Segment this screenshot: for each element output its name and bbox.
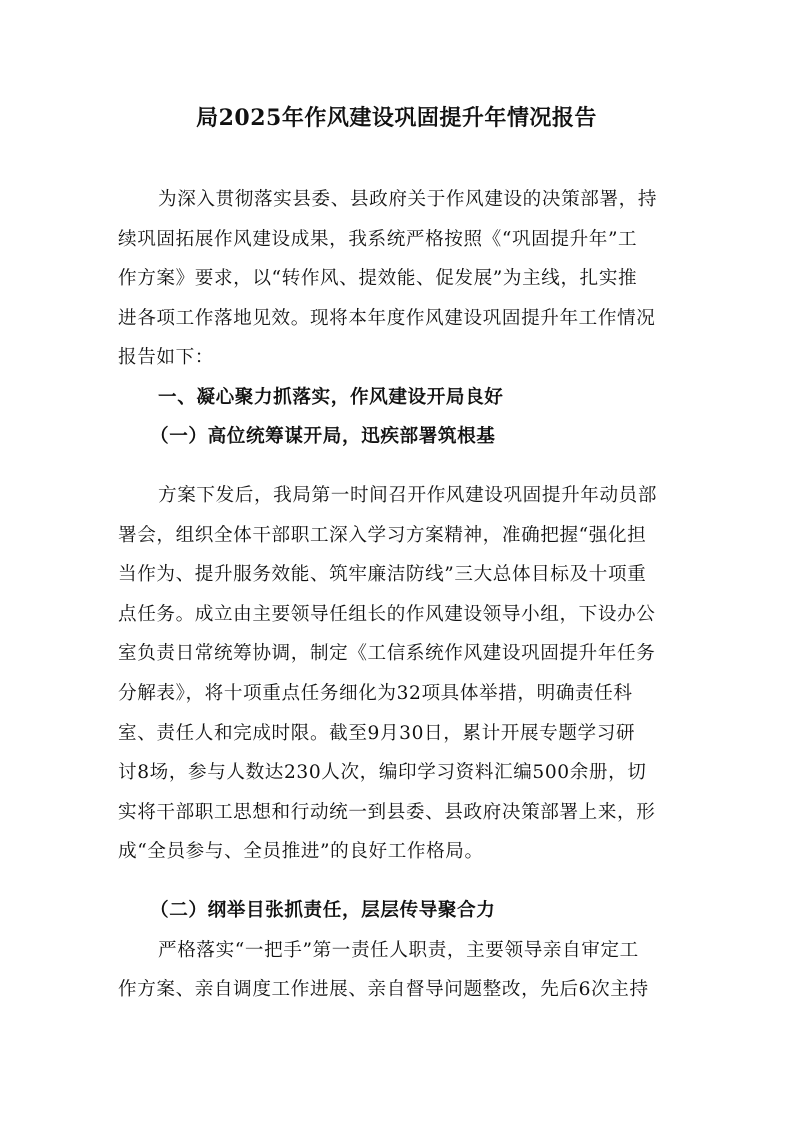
paragraph-line: 分解表》，将十项重点任务细化为32项具体举措，明确责任科 (118, 683, 633, 704)
section-heading: 一、凝心聚力抓落实，作风建设开局良好 (158, 387, 504, 408)
paragraph-line: 为深入贯彻落实县委、县政府关于作风建设的决策部署，持 (158, 189, 658, 210)
subsection-heading: （一）高位统筹谋开局，迅疾部署筑根基 (150, 426, 496, 447)
paragraph-line: 成“全员参与、全员推进”的良好工作格局。 (118, 841, 484, 862)
paragraph-line: 室负责日常统筹协调，制定《工信系统作风建设巩固提升年任务 (118, 643, 656, 664)
paragraph-line: 当作为、提升服务效能、筑牢廉洁防线”三大总体目标及十项重 (118, 564, 647, 585)
paragraph-line: 严格落实“一把手”第一责任人职责，主要领导亲自审定工 (158, 940, 639, 961)
paragraph-line: 点任务。成立由主要领导任组长的作风建设领导小组，下设办公 (118, 604, 656, 625)
paragraph-line: 讨8场，参与人数达230人次，编印学习资料汇编500余册，切 (118, 762, 647, 783)
paragraph-line: 实将干部职工思想和行动统一到县委、县政府决策部署上来，形 (118, 802, 656, 823)
paragraph-line: 续巩固拓展作风建设成果，我系统严格按照《“巩固提升年”工 (118, 229, 638, 250)
paragraph-line: 报告如下： (118, 347, 214, 368)
paragraph-line: 作方案》要求，以“转作风、提效能、促发展”为主线，扎实推 (118, 268, 638, 289)
document-title: 局2025年作风建设巩固提升年情况报告 (196, 105, 597, 131)
paragraph-line: 方案下发后，我局第一时间召开作风建设巩固提升年动员部 (158, 485, 658, 506)
paragraph-line: 进各项工作落地见效。现将本年度作风建设巩固提升年工作情况 (118, 308, 656, 329)
paragraph-line: 室、责任人和完成时限。截至9月30日，累计开展专题学习研 (118, 723, 636, 744)
paragraph-line: 署会，组织全体干部职工深入学习方案精神，准确把握“强化担 (118, 525, 647, 546)
paragraph-line: 作方案、亲自调度工作进展、亲自督导问题整改，先后6次主持 (118, 979, 649, 1000)
subsection-heading: （二）纲举目张抓责任，层层传导聚合力 (150, 900, 496, 921)
